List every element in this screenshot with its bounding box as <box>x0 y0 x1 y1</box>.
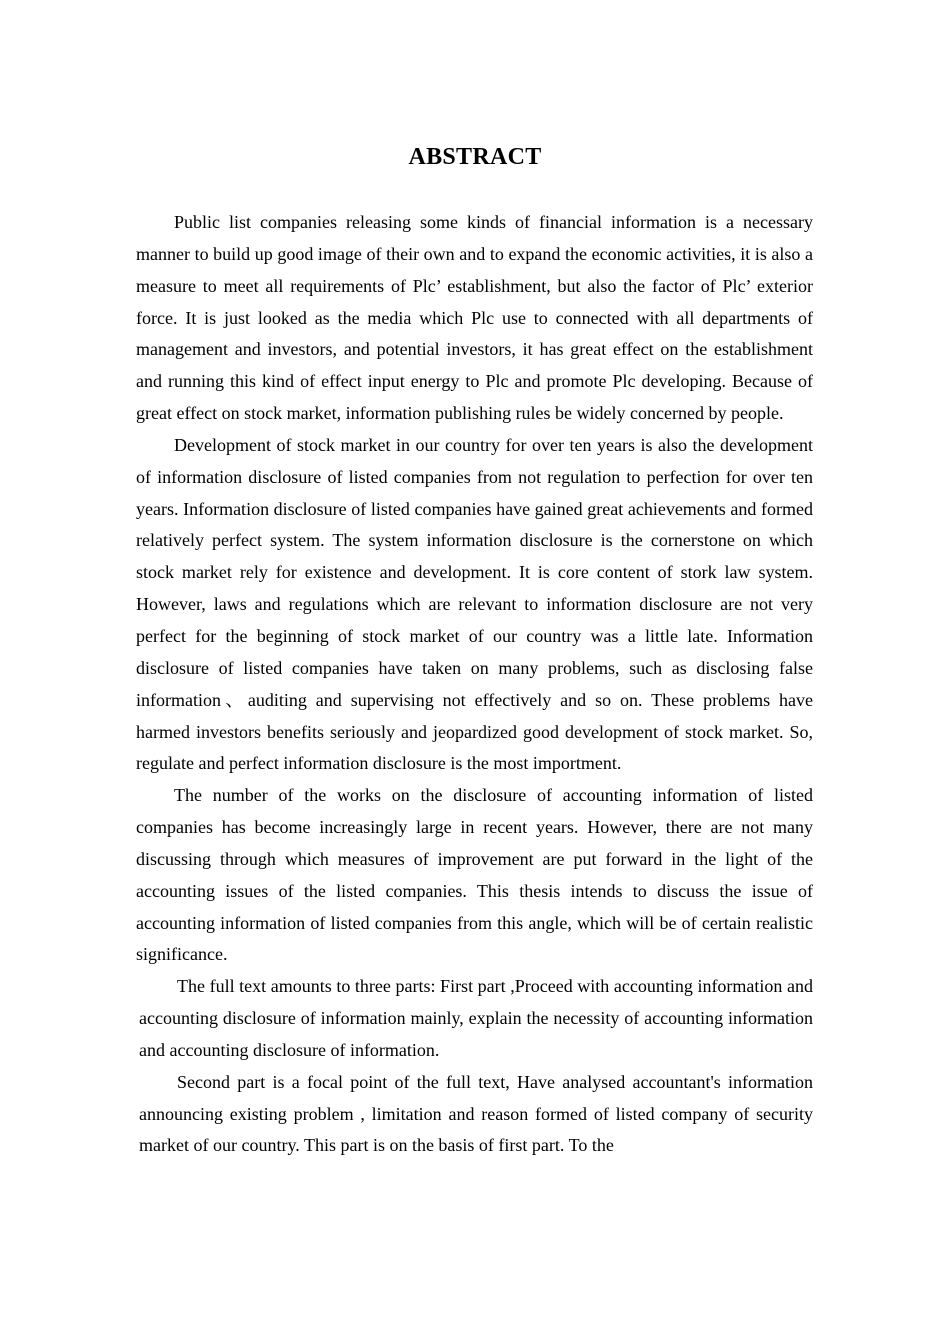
paragraph-1: Public list companies releasing some kinds of financial information is a necessary manner to build up good image of their own and to expand the economic activities, it is also a measure to meet all requirements of Plc’ establishment, but also the factor of Plc’ exterior force. It is just looked as the media which Plc use to connected with all departments of management and investors, and potential investors, it has great effect on the establishment and running this kind of effect input energy to Plc and promote Plc developing. Because of great effect on stock market, information publishing rules be widely concerned by people. <box>136 212 813 424</box>
paragraph-2: Development of stock market in our country for over ten years is also the development of information disclosure of listed companies from not regulation to perfection for over ten years. Information disclosure of listed companies have gained great achievements and formed relatively perfect system. The system information disclosure is the cornerstone on which stock market rely for existence and development. It is core content of stork law system. However, laws and regulations which are relevant to information disclosure are not very perfect for the beginning of stock market of our country was a little late. Information disclosure of listed companies have taken on many problems, such as disclosing false information、auditing and supervising not effectively and so on. These problems have harmed investors benefits seriously and jeopardized good development of stock market. So, regulate and perfect information disclosure is the most importment. <box>136 434 813 774</box>
paragraph-4: The full text amounts to three parts: First part ,Proceed with accounting information and accounting disclosure of information mainly, explain the necessity of accounting information and accounting disclosure of information. <box>139 976 813 1060</box>
paragraph-3: The number of the works on the disclosure of accounting information of listed companies has become increasingly large in recent years. However, there are not many discussing through which measures of improvement are put forward in the light of the accounting issues of the listed companies. This thesis intends to discuss the issue of accounting information of listed companies from this angle, which will be of certain realistic significance. <box>136 785 813 965</box>
page-title: ABSTRACT <box>408 144 542 170</box>
paragraph-5: Second part is a focal point of the full text, Have analysed accountant's information announcing existing problem , limitation and reason formed of listed company of security market of our country. This part is on the basis of first part. To the <box>139 1071 813 1156</box>
document-body <box>136 207 813 1162</box>
